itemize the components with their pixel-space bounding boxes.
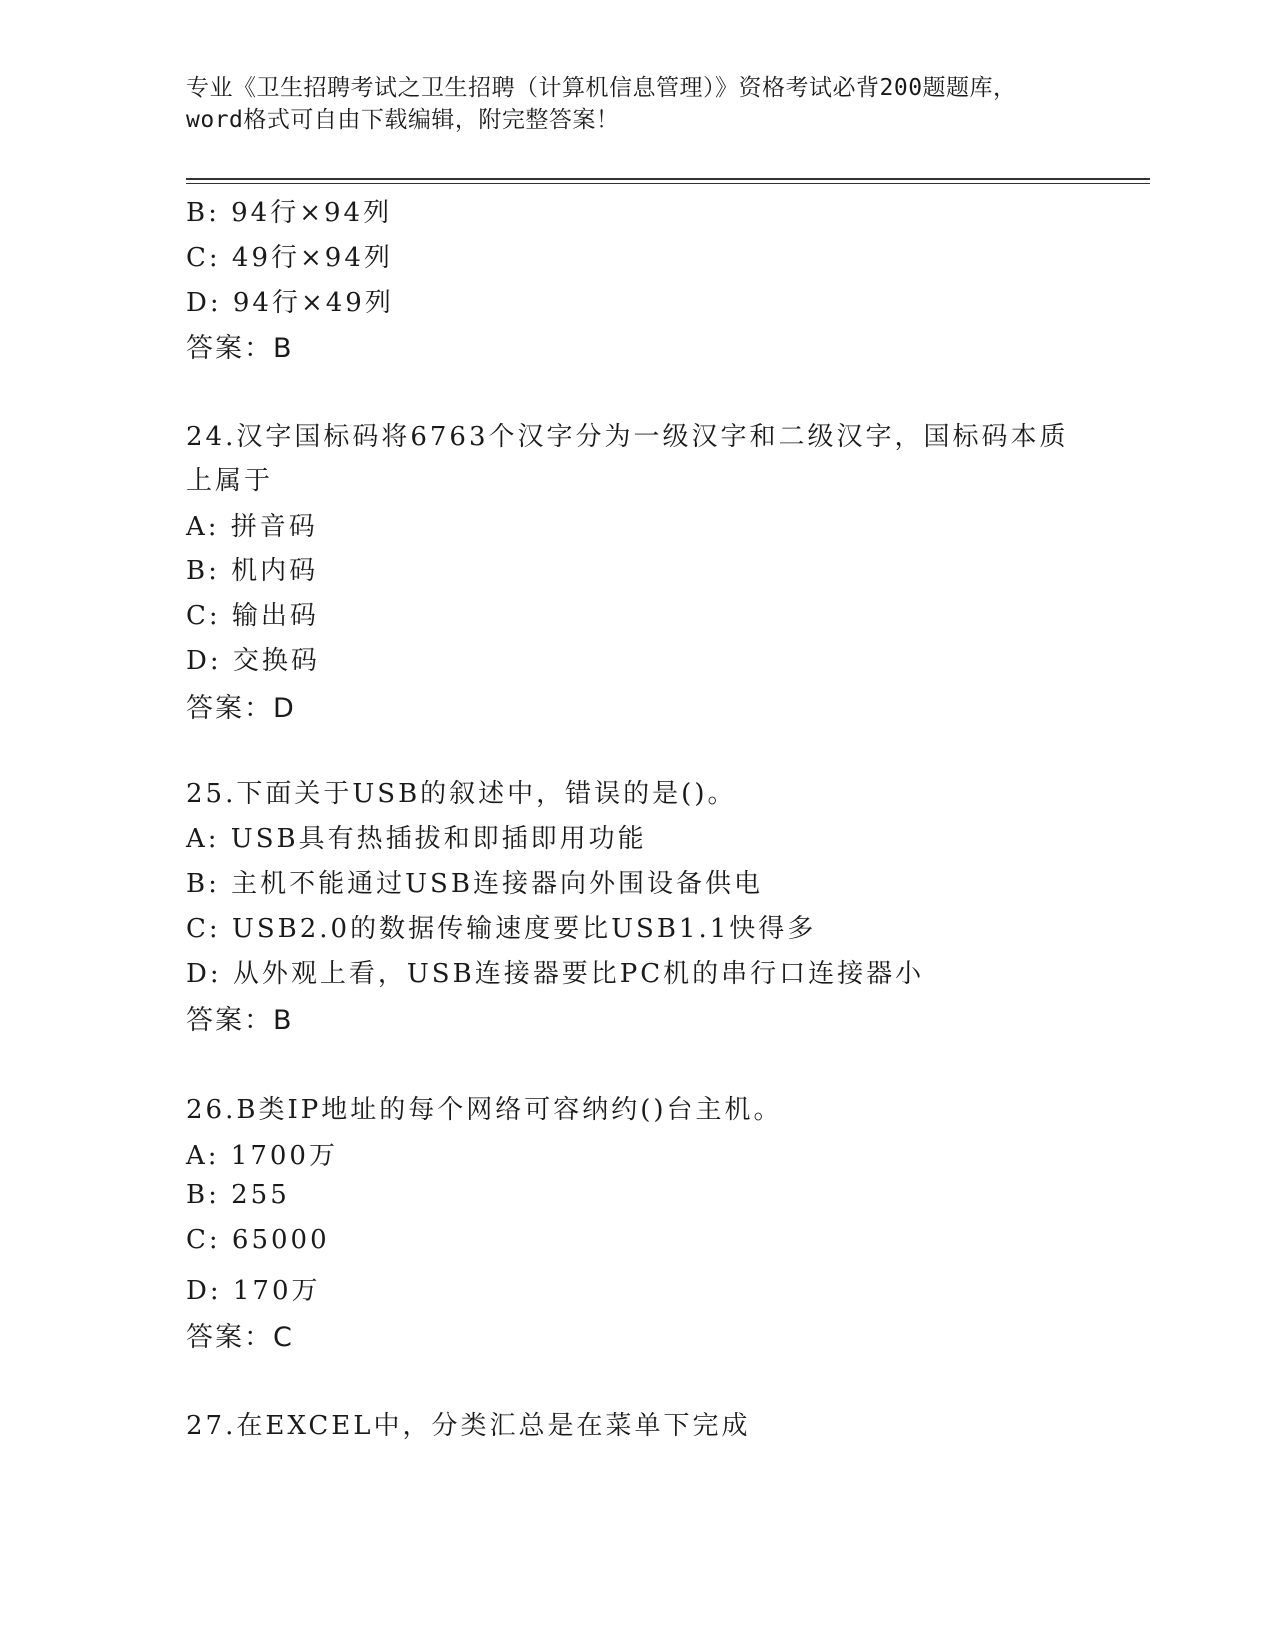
q23-option-b: B: 94行×94列 — [186, 198, 393, 228]
q24-option-c: C: 输出码 — [186, 601, 319, 631]
q26-option-c: C: 65000 — [186, 1225, 330, 1255]
q25-option-c: C: USB2.0的数据传输速度要比USB1.1快得多 — [186, 914, 817, 944]
header-divider-thin — [186, 183, 1150, 184]
q26-option-b: B: 255 — [186, 1180, 290, 1210]
q26-option-a: A: 1700万 — [186, 1141, 338, 1171]
q24-answer: 答案：D — [186, 693, 296, 724]
header-line-2: word格式可自由下载编辑，附完整答案！ — [186, 107, 620, 133]
q24-stem-line-1: 24.汉字国标码将6763个汉字分为一级汉字和二级汉字，国标码本质 — [186, 422, 1069, 452]
q26-stem: 26.B类IP地址的每个网络可容纳约()台主机。 — [186, 1095, 783, 1125]
q25-option-b: B: 主机不能通过USB连接器向外围设备供电 — [186, 869, 763, 899]
q24-option-b: B: 机内码 — [186, 556, 319, 586]
q25-option-d: D: 从外观上看，USB连接器要比PC机的串行口连接器小 — [186, 959, 925, 989]
q24-option-d: D: 交换码 — [186, 646, 320, 676]
header-line-1: 专业《卫生招聘考试之卫生招聘（计算机信息管理）》资格考试必背200题题库， — [186, 75, 1017, 101]
q23-option-c: C: 49行×94列 — [186, 243, 393, 273]
q27-stem: 27.在EXCEL中，分类汇总是在菜单下完成 — [186, 1411, 751, 1441]
q23-option-d: D: 94行×49列 — [186, 288, 394, 318]
q23-answer: 答案：B — [186, 333, 294, 364]
q25-option-a: A: USB具有热插拔和即插即用功能 — [186, 824, 647, 854]
q26-answer: 答案：C — [186, 1322, 294, 1353]
q25-stem: 25.下面关于USB的叙述中，错误的是()。 — [186, 779, 737, 809]
header-divider-thick — [186, 178, 1150, 180]
q24-stem-line-2: 上属于 — [186, 466, 274, 496]
document-header — [186, 72, 1086, 136]
q24-option-a: A: 拼音码 — [186, 512, 318, 542]
q25-answer: 答案：B — [186, 1005, 294, 1036]
q26-option-d: D: 170万 — [186, 1276, 321, 1306]
